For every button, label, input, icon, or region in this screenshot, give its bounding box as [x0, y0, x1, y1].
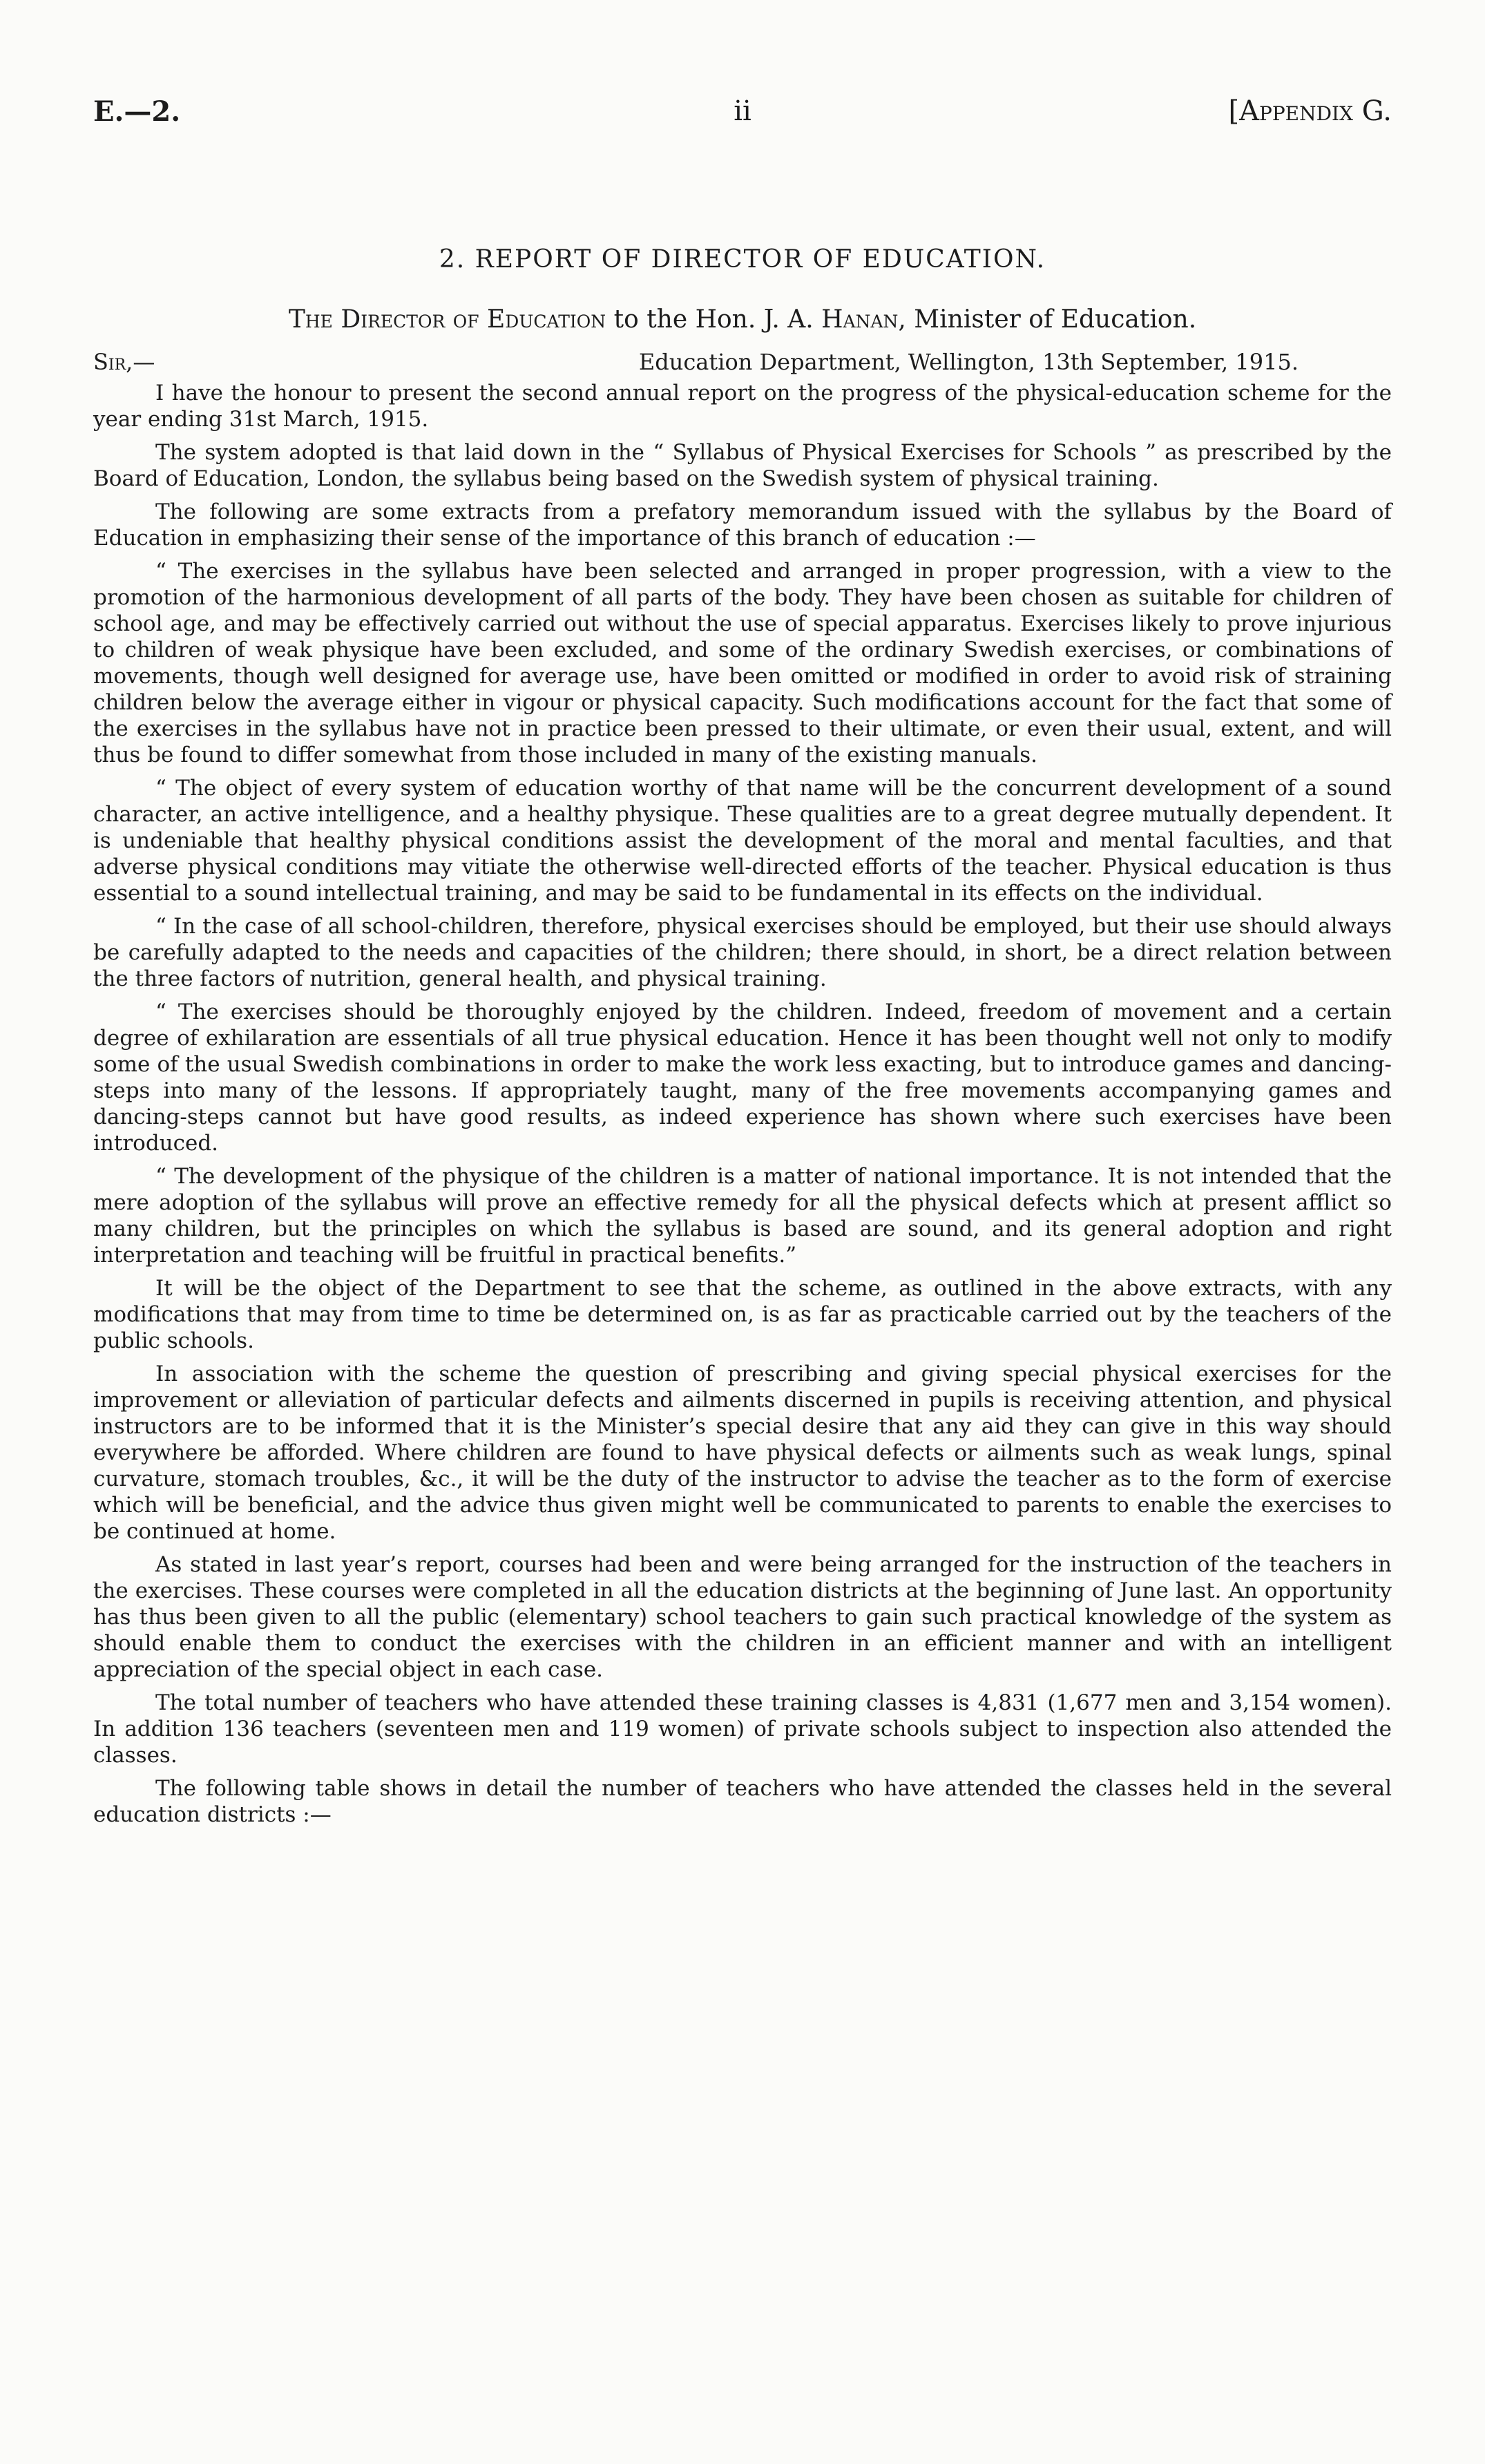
paragraph: I have the honour to present the second annual report on the progress of the physical-education scheme for the year ending 31st March, 1915.	[93, 381, 1392, 432]
paragraph: The following table shows in detail the number of teachers who have attended the classes held in the several education districts :—	[93, 1776, 1392, 1827]
addressee-to: , Minister of Education.	[898, 305, 1197, 334]
paragraph: The total number of teachers who have attended these training classes is 4,831 (1,677 men and 3,154 women). In addition 136 teachers (seventeen men and 119 women) of private schools subject to inspection also attended the classes.	[93, 1690, 1392, 1768]
dateline: Education Department, Wellington, 13th September, 1915.	[638, 349, 1299, 375]
salutation-row	[93, 349, 1392, 379]
quoted-paragraph: “ The exercises in the syllabus have been selected and arranged in proper progression, with a view to the promotion of the harmonious development of all parts of the body. They have been chosen as suitable for children of school age, and may be effectively carried out without the use of special apparatus. Exercises likely to prove injurious to children of weak physique have been excluded, and some of the ordinary Swedish exercises, or combinations of movements, though well designed for average use, have been omitted or modified in order to avoid risk of straining children below the average either in vigour or physical capacity. Such modifications account for the fact that some of the exercises in the syllabus have not in practice been pressed to their ultimate, or even their usual, extent, and will thus be found to differ somewhat from those included in many of the existing manuals.	[93, 559, 1392, 767]
header-reference: E.—2.	[93, 95, 181, 128]
addressee-from: The Director of Education	[288, 305, 606, 334]
page-header	[93, 95, 1392, 137]
report-title: 2. REPORT OF DIRECTOR OF EDUCATION.	[439, 245, 1046, 274]
paragraph: In association with the scheme the question of prescribing and giving special physical exercises for the improvement or alleviation of particular defects and ailments discerned in pupils is receiving attention, and physical instructors are to be informed that it is the Minister’s special desire that any aid they can give in this way should everywhere be afforded. Where children are found to have physical defects or ailments such as weak lungs, spinal curvature, stomach troubles, &c., it will be the duty of the instructor to advise the teacher as to the form of exercise which will be beneficial, and the advice thus given might well be communicated to parents to enable the exercises to be continued at home.	[93, 1362, 1392, 1544]
paragraph: As stated in last year’s report, courses had been and were being arranged for the instruction of the teachers in the exercises. These courses were completed in all the education districts at the beginning of June last. An opportunity has thus been given to all the public (elementary) school teachers to gain such practical knowledge of the system as should enable them to conduct the exercises with the children in an efficient manner and with an intelligent appreciation of the special object in each case.	[93, 1552, 1392, 1682]
quoted-paragraph: “ The exercises should be thoroughly enjoyed by the children. Indeed, freedom of movement and a certain degree of exhilaration are essentials of all true physical education. Hence it has been thought well not only to modify some of the usual Swedish combinations in order to make the work less exacting, but to introduce games and dancing-steps into many of the lessons. If appropriately taught, many of the free movements accompanying games and dancing-steps cannot but have good results, as indeed experience has shown where such exercises have been introduced.	[93, 1000, 1392, 1156]
report-body	[93, 380, 1392, 1835]
addressee-name: Hanan	[821, 305, 899, 334]
quoted-paragraph: “ The object of every system of education worthy of that name will be the concurrent development of a sound character, an active intelligence, and a healthy physique. These qualities are to a great degree mutually dependent. It is undeniable that healthy physical conditions assist the development of the moral and mental faculties, and that adverse physical conditions may vitiate the otherwise well-directed efforts of the teacher. Physical education is thus essential to a sound intellectual training, and may be said to be fundamental in its effects on the individual.	[93, 776, 1392, 906]
header-appendix: [Appendix G.	[1228, 95, 1392, 127]
quoted-paragraph: “ In the case of all school-children, therefore, physical exercises should be employed, but their use should always be carefully adapted to the needs and capacities of the children; there should, in short, be a direct relation between the three factors of nutrition, general health, and physical training.	[93, 914, 1392, 991]
quoted-paragraph: “ The development of the physique of the children is a matter of national importance. It is not intended that the mere adoption of the syllabus will prove an effective remedy for all the physical defects which at present afflict so many children, but the principles on which the syllabus is based are sound, and its general adoption and right interpretation and teaching will be fruitful in practical benefits.”	[93, 1164, 1392, 1268]
paragraph: The following are some extracts from a prefatory memorandum issued with the syllabus by the Board of Education in emphasizing their sense of the importance of this branch of education :—	[93, 499, 1392, 551]
page-number: ii	[734, 95, 751, 127]
paragraph: It will be the object of the Department to see that the scheme, as outlined in the above extracts, with any modifications that may from time to time be determined on, is as far as practicable carried out by the teachers of the public schools.	[93, 1276, 1392, 1353]
addressee-middle: to the Hon. J. A.	[606, 305, 822, 334]
paragraph: The system adopted is that laid down in the “ Syllabus of Physical Exercises for Schools ” as prescribed by the Board of Education, London, the syllabus being based on the Swedish system of physical training.	[93, 440, 1392, 491]
salutation: Sir,—	[93, 349, 155, 375]
addressee-line	[93, 305, 1392, 334]
